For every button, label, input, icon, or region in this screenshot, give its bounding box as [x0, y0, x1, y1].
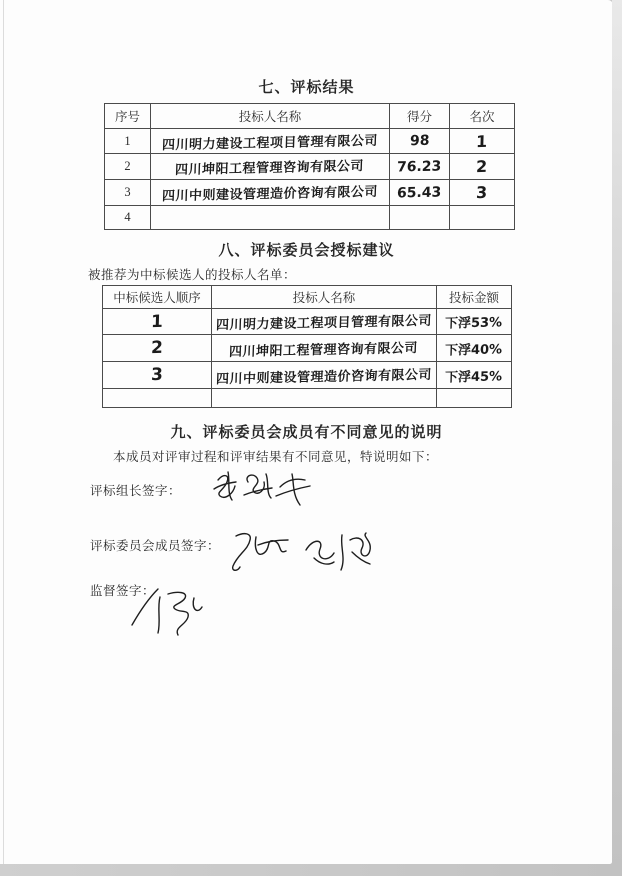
- evaluation-results-table: [104, 103, 515, 230]
- scan-edge-right: [612, 0, 622, 876]
- supervisor-signature-handwriting: [124, 583, 236, 641]
- header-bid-amount: 投标金额: [437, 286, 512, 309]
- cell-score: [390, 206, 450, 230]
- header-score: 得分: [390, 104, 450, 129]
- header-bidder: 投标人名称: [212, 286, 437, 309]
- cell-bid-amount: [437, 335, 512, 362]
- cell-score: [390, 129, 450, 154]
- handwritten-amount: 下浮45%: [445, 368, 503, 386]
- cell-bidder: [212, 335, 437, 362]
- table-header-row: [103, 286, 512, 309]
- section9-title: 九、评标委员会成员有不同意见的说明: [170, 425, 443, 441]
- scan-edge-left: [3, 0, 4, 864]
- recommended-candidates-intro: 被推荐为中标候选人的投标人名单：: [88, 268, 297, 282]
- member-signature-1-handwriting: [228, 528, 294, 574]
- handwritten-bidder-name: 四川中则建设管理造价咨询有限公司: [161, 184, 379, 205]
- handwritten-score: 76.23: [397, 158, 442, 175]
- supervisor-signature-label: 监督签字：: [90, 584, 156, 598]
- cell-bidder: [151, 129, 390, 154]
- handwritten-rank: 3: [476, 182, 488, 203]
- table-row: [105, 154, 515, 180]
- members-signature-label: 评标委员会成员签字：: [90, 539, 221, 553]
- cell-candidate-order: [103, 309, 212, 335]
- cell-rank: [450, 154, 515, 180]
- handwritten-amount: 下浮40%: [445, 341, 503, 359]
- leader-signature-label: 评标组长签字：: [90, 484, 182, 498]
- cell-bidder: [151, 180, 390, 206]
- handwritten-rank: 1: [476, 131, 488, 151]
- leader-signature-handwriting: [208, 467, 314, 509]
- cell-bid-amount: [437, 309, 512, 335]
- cell-score: [390, 154, 450, 180]
- cell-bid-amount: [437, 362, 512, 389]
- cell-bidder: [151, 206, 390, 230]
- cell-rank: [450, 180, 515, 206]
- header-bidder: 投标人名称: [151, 104, 390, 129]
- handwritten-order: 2: [150, 337, 164, 359]
- cell-rank: [450, 129, 515, 154]
- table-row: [103, 309, 512, 335]
- table-row: [103, 362, 512, 389]
- handwritten-score: 65.43: [397, 184, 442, 201]
- handwritten-bidder-name: 四川中则建设管理造价咨询有限公司: [215, 367, 433, 387]
- cell-no: 4: [105, 206, 151, 230]
- header-no: 序号: [105, 104, 151, 129]
- header-rank: 名次: [450, 104, 515, 129]
- table-header-row: [105, 104, 515, 129]
- table-row: [103, 335, 512, 362]
- cell-candidate-order: [103, 389, 212, 408]
- table-row: [105, 180, 515, 206]
- handwritten-bidder-name: 四川坤阳工程管理咨询有限公司: [175, 159, 365, 178]
- cell-bidder: [212, 309, 437, 335]
- handwritten-rank: 2: [476, 156, 488, 177]
- table-row: [103, 389, 512, 408]
- cell-bidder: [212, 389, 437, 408]
- cell-bid-amount: [437, 389, 512, 408]
- award-recommendation-table: [102, 285, 512, 408]
- handwritten-bidder-name: 四川坤阳工程管理咨询有限公司: [229, 340, 419, 360]
- cell-score: [390, 180, 450, 206]
- header-candidate-order: 中标候选人顺序: [103, 286, 212, 309]
- table-row: [105, 206, 515, 230]
- cell-rank: [450, 206, 515, 230]
- cell-candidate-order: [103, 362, 212, 389]
- handwritten-order: 1: [150, 311, 164, 332]
- cell-no: 2: [105, 154, 151, 180]
- handwritten-bidder-name: 四川明力建设工程项目管理有限公司: [215, 313, 433, 334]
- section7-title: 七、评标结果: [258, 80, 355, 96]
- section8-title: 八、评标委员会授标建议: [218, 243, 395, 259]
- scan-edge-bottom: [0, 864, 622, 876]
- member-signature-2-handwriting: [300, 528, 378, 576]
- cell-no: 3: [105, 180, 151, 206]
- table-row: [105, 129, 515, 154]
- cell-bidder: [212, 362, 437, 389]
- handwritten-bidder-name: 四川明力建设工程项目管理有限公司: [161, 133, 379, 153]
- handwritten-order: 3: [150, 364, 164, 386]
- handwritten-score: 98: [409, 132, 430, 150]
- cell-candidate-order: [103, 335, 212, 362]
- handwritten-amount: 下浮53%: [445, 315, 503, 332]
- cell-no: 1: [105, 129, 151, 154]
- cell-bidder: [151, 154, 390, 180]
- dissent-statement-text: 本成员对评审过程和评审结果有不同意见，特说明如下：: [113, 450, 439, 464]
